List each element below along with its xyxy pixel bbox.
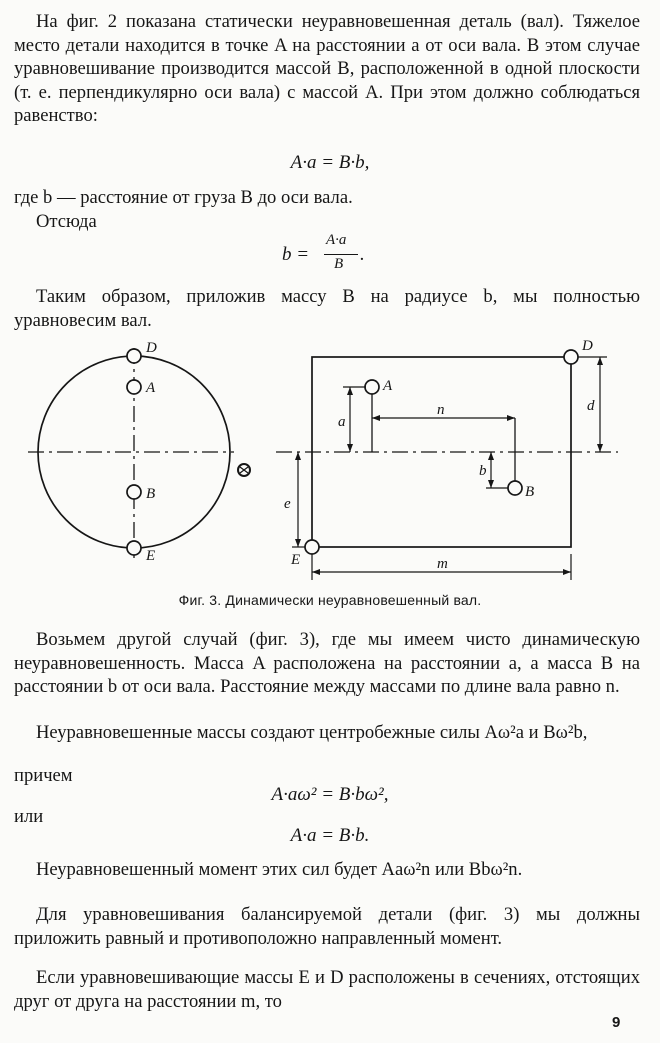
mass-A-circle-marker bbox=[127, 380, 141, 394]
page-number: 9 bbox=[612, 1014, 621, 1031]
mass-B-circle-marker bbox=[127, 485, 141, 499]
paragraph-balancing-masses: Если уравновешивающие массы E и D расположены в сечениях, отстоящих друг от друга на расстоянии m, то bbox=[14, 967, 640, 1012]
fraction-lhs: b = bbox=[282, 244, 310, 265]
equation-force-balance: A·aω² = B·bω², bbox=[271, 784, 389, 805]
label-B-circle: B bbox=[146, 486, 156, 502]
mass-D-circle-marker bbox=[127, 349, 141, 363]
paragraph-unbalanced-moment: Неуравновешенный момент этих сил будет Aaω²n или Bbω²n. bbox=[36, 859, 523, 880]
mass-A-rect-marker bbox=[365, 380, 379, 394]
figure-caption: Фиг. 3. Динамически неуравновешенный вал. bbox=[178, 592, 482, 608]
label-D-circle: D bbox=[146, 340, 157, 356]
label-a: a bbox=[338, 414, 346, 430]
label-b: b bbox=[479, 463, 487, 479]
figure-3-diagram bbox=[0, 340, 660, 585]
label-d: d bbox=[587, 398, 595, 414]
mass-E-rect-marker bbox=[305, 540, 319, 554]
mass-E-circle-marker bbox=[127, 541, 141, 555]
paragraph-centrifugal-forces: Неуравновешенные массы создают центробежные силы Aω²a и Bω²b, bbox=[36, 722, 588, 743]
mass-B-rect-marker bbox=[508, 481, 522, 495]
fraction-numerator: A·a bbox=[326, 232, 347, 248]
label-B-rect: B bbox=[525, 484, 535, 500]
paragraph-or: или bbox=[14, 806, 44, 827]
label-E-rect: E bbox=[291, 552, 301, 568]
label-E-circle: E bbox=[146, 548, 156, 564]
paragraph-dynamic-imbalance: Возьмем другой случай (фиг. 3), где мы имеем чисто динамическую неуравновешенность. Масса A расположена на расстоянии a, а масса B на расстоянии b от оси вала. Расстояние между массами по длине вала равно n. bbox=[14, 629, 640, 697]
label-n: n bbox=[437, 402, 445, 418]
equation-simplified-balance: A·a = B·b. bbox=[290, 825, 370, 846]
paragraph-b-definition: где b — расстояние от груза B до оси вала. bbox=[14, 187, 353, 208]
label-m: m bbox=[437, 556, 448, 572]
shaft-side-view-rectangle bbox=[312, 357, 571, 547]
paragraph-hence: Отсюда bbox=[36, 211, 97, 232]
paragraph-balancing-moment: Для уравновешивания балансируемой детали (фиг. 3) мы должны приложить равный и противоположно направленный момент. bbox=[14, 904, 640, 949]
label-e: e bbox=[284, 496, 291, 512]
fraction-denominator: B bbox=[334, 256, 344, 272]
label-A-circle: A bbox=[146, 380, 156, 396]
paragraph-static-imbalance: На фиг. 2 показана статически неуравновешенная деталь (вал). Тяжелое место детали находится в точке A на расстоянии a от оси вала. В этом случае уравновешивание производится массой B, расположенной в одной плоскости (т. е. перпендикулярно оси вала) с массой A. При этом должно соблюдаться равенство: bbox=[14, 11, 640, 126]
mass-D-rect-marker bbox=[564, 350, 578, 364]
label-D-rect: D bbox=[582, 340, 593, 354]
paragraph-and: причем bbox=[14, 765, 73, 786]
paragraph-conclusion: Таким образом, приложив массу B на радиусе b, мы полностью уравновесим вал. bbox=[14, 286, 640, 331]
fraction-period: . bbox=[360, 244, 365, 265]
label-A-rect: A bbox=[383, 378, 393, 394]
equation-moment-balance: A·a = B·b, bbox=[290, 152, 370, 173]
